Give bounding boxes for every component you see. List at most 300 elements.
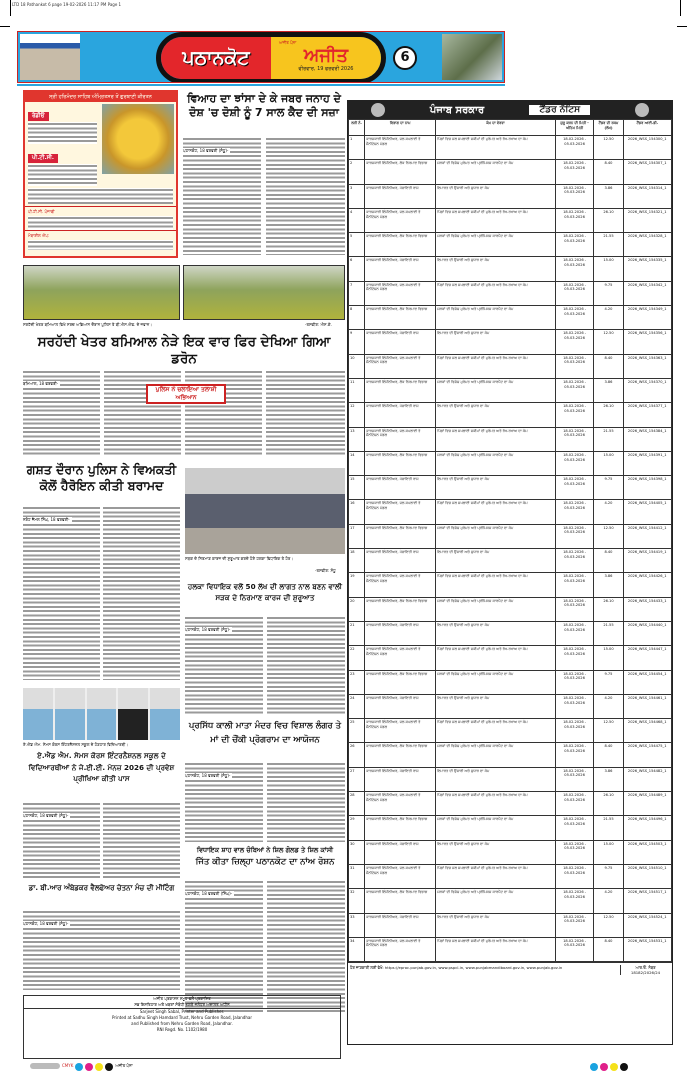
- table-cell: ਸੜਕਾਂ ਦੀ ਵਿਸ਼ੇਸ਼ ਮੁਰੰਮਤ ਅਤੇ ਪ੍ਰੀਮਿਕਸ ਕਾਰਪੈਟ ਦਾ ਕੰਮ: [436, 670, 556, 694]
- column-header: ਕੰਮ ਦਾ ਵੇਰਵਾ: [436, 120, 556, 136]
- table-cell: 2026_WSS_154349_1: [623, 306, 671, 330]
- kicker: ਵਿਧਾਇਕ ਸ਼ਾਹ ਵਾਲ ਚੰਬਿਆਂ ਨੇ ਸ਼ਿਲ ਗੋਲਡ ਤੇ ਸ਼ਿਲ ਕਾਂਸੀ: [196, 846, 334, 854]
- headline-ambedkar: ਡਾ. ਬੀ.ਆਰ ਅੰਬੇਡਕਰ ਵੈਲਫੇਅਰ ਚੇਤਨਾ ਮੰਚ ਦੀ ਮੀਟਿੰਗ: [28, 884, 175, 892]
- table-cell: ਪਿੰਡਾਂ ਵਿਚ ਜਲ ਸਪਲਾਈ ਸਕੀਮਾਂ ਦੀ ਮੁਰੰਮਤ ਅਤੇ ਰੱਖ-ਰਖਾਅ ਦਾ ਕੰਮ: [436, 937, 556, 961]
- table-cell: ਇਮਾਰਤ ਦੀ ਉਸਾਰੀ ਅਤੇ ਸੁਧਾਰ ਦਾ ਕੰਮ: [436, 184, 556, 208]
- ad-tag-radio: ਰੇਡੀਓ: [28, 112, 49, 121]
- table-cell: ਪਿੰਡਾਂ ਵਿਚ ਜਲ ਸਪਲਾਈ ਸਕੀਮਾਂ ਦੀ ਮੁਰੰਮਤ ਅਤੇ ਰੱਖ-ਰਖਾਅ ਦਾ ਕੰਮ: [436, 864, 556, 888]
- table-row: [349, 257, 672, 281]
- table-cell: ਕਾਰਜਕਾਰੀ ਇੰਜੀਨੀਅਰ, ਜਲ ਸਪਲਾਈ ਤੇ ਸੈਨੀਟੇਸ਼ਨ ਮੰਡਲ: [365, 864, 436, 888]
- table-cell: ਪਿੰਡਾਂ ਵਿਚ ਜਲ ਸਪਲਾਈ ਸਕੀਮਾਂ ਦੀ ਮੁਰੰਮਤ ਅਤੇ ਰੱਖ-ਰਖਾਅ ਦਾ ਕੰਮ: [436, 427, 556, 451]
- table-cell: ਕਾਰਜਕਾਰੀ ਇੰਜੀਨੀਅਰ, ਪੰਚਾਇਤੀ ਰਾਜ: [365, 840, 436, 864]
- table-cell: ਕਾਰਜਕਾਰੀ ਇੰਜੀਨੀਅਰ, ਜਲ ਸਪਲਾਈ ਤੇ ਸੈਨੀਟੇਸ਼ਨ ਮੰਡਲ: [365, 427, 436, 451]
- issue-date: ਵੀਰਵਾਰ, 19 ਫਰਵਰੀ 2026: [298, 66, 354, 72]
- headline-jee: ਏ.ਐਂਡ ਐਮ. ਸੇਮਸ ਕੋਰਸ ਇੰਟਰਨੈਸ਼ਨਲ ਸਕੂਲ ਦੇ ਵਿਦਿਆਰਥੀਆਂ ਨੇ ਜੇ.ਈ.ਈ. ਮੇਨਜ਼ 2026 ਦੀ ਪ੍ਰਵੇਸ਼ ਪ੍ਰੀਖਿਆ ਕੀਤੀ ਪਾਸ: [28, 751, 175, 784]
- table-cell: 18.02.2026 - 05.03.2026: [555, 451, 594, 475]
- table-cell: 28: [349, 792, 365, 816]
- table-row: [349, 767, 672, 791]
- drone-search-photo-2: [183, 265, 345, 320]
- table-cell: 9.75: [594, 864, 623, 888]
- table-cell: ਇਮਾਰਤ ਦੀ ਉਸਾਰੀ ਅਤੇ ਸੁਧਾਰ ਦਾ ਕੰਮ: [436, 257, 556, 281]
- dateline: ਪਠਾਨਕੋਟ, 18 ਫਰਵਰੀ (ਸੰਧੂ)-: [185, 773, 231, 778]
- color-registration-bar: [30, 1063, 133, 1071]
- table-row: [349, 816, 672, 840]
- table-cell: ਪਿੰਡਾਂ ਵਿਚ ਜਲ ਸਪਲਾਈ ਸਕੀਮਾਂ ਦੀ ਮੁਰੰਮਤ ਅਤੇ ਰੱਖ-ਰਖਾਅ ਦਾ ਕੰਮ: [436, 573, 556, 597]
- divider: [17, 84, 505, 86]
- table-cell: 3.86: [594, 767, 623, 791]
- table-cell: 6: [349, 257, 365, 281]
- ad-note: ਪੀ.ਟੀ.ਸੀ. ਪੰਜਾਬੀ: [25, 206, 176, 216]
- table-cell: 26.10: [594, 792, 623, 816]
- table-cell: ਪਿੰਡਾਂ ਵਿਚ ਜਲ ਸਪਲਾਈ ਸਕੀਮਾਂ ਦੀ ਮੁਰੰਮਤ ਅਤੇ ਰੱਖ-ਰਖਾਅ ਦਾ ਕੰਮ: [436, 281, 556, 305]
- city-name: ਪਠਾਨਕੋਟ: [161, 37, 271, 79]
- table-cell: 22: [349, 646, 365, 670]
- table-cell: 12.50: [594, 330, 623, 354]
- table-cell: ਸੜਕਾਂ ਦੀ ਵਿਸ਼ੇਸ਼ ਮੁਰੰਮਤ ਅਤੇ ਪ੍ਰੀਮਿਕਸ ਕਾਰਪੈਟ ਦਾ ਕੰਮ: [436, 743, 556, 767]
- table-cell: 15.00: [594, 451, 623, 475]
- table-cell: 8.40: [594, 160, 623, 184]
- table-cell: ਇਮਾਰਤ ਦੀ ਉਸਾਰੀ ਅਤੇ ਸੁਧਾਰ ਦਾ ਕੰਮ: [436, 621, 556, 645]
- table-cell: 18.02.2026 - 05.03.2026: [555, 573, 594, 597]
- department-seal-icon: [635, 103, 649, 117]
- table-cell: ਪਿੰਡਾਂ ਵਿਚ ਜਲ ਸਪਲਾਈ ਸਕੀਮਾਂ ਦੀ ਮੁਰੰਮਤ ਅਤੇ ਰੱਖ-ਰਖਾਅ ਦਾ ਕੰਮ: [436, 136, 556, 160]
- table-cell: 18.02.2026 - 05.03.2026: [555, 913, 594, 937]
- table-cell: 2026_WSS_154328_1: [623, 233, 671, 257]
- table-row: [349, 354, 672, 378]
- table-cell: ਸੜਕਾਂ ਦੀ ਵਿਸ਼ੇਸ਼ ਮੁਰੰਮਤ ਅਤੇ ਪ੍ਰੀਮਿਕਸ ਕਾਰਪੈਟ ਦਾ ਕੰਮ: [436, 378, 556, 402]
- table-cell: ਇਮਾਰਤ ਦੀ ਉਸਾਰੀ ਅਤੇ ਸੁਧਾਰ ਦਾ ਕੰਮ: [436, 913, 556, 937]
- imprint-line: ਸਭ ਇਸ਼ਤਿਹਾਰ ਅਤੇ ਖ਼ਬਰਾਂ ਸੰਬੰਧੀ ਝਗੜੇ ਜਲੰਧਰ ਅਦਾਲਤ ਅਧੀਨ: [134, 1002, 230, 1007]
- table-cell: 18.02.2026 - 05.03.2026: [555, 233, 594, 257]
- table-cell: 16: [349, 500, 365, 524]
- table-cell: ਇਮਾਰਤ ਦੀ ਉਸਾਰੀ ਅਤੇ ਸੁਧਾਰ ਦਾ ਕੰਮ: [436, 694, 556, 718]
- table-row: [349, 427, 672, 451]
- column-header: ਟੈਂਡਰ ਆਈ.ਡੀ.: [623, 120, 671, 136]
- table-cell: 2026_WSS_154489_1: [623, 792, 671, 816]
- table-cell: 9.75: [594, 281, 623, 305]
- table-cell: ਇਮਾਰਤ ਦੀ ਉਸਾਰੀ ਅਤੇ ਸੁਧਾਰ ਦਾ ਕੰਮ: [436, 767, 556, 791]
- table-cell: 1: [349, 136, 365, 160]
- table-cell: 18.02.2026 - 05.03.2026: [555, 864, 594, 888]
- table-cell: 2026_WSS_154363_1: [623, 354, 671, 378]
- table-cell: ਕਾਰਜਕਾਰੀ ਇੰਜੀਨੀਅਰ, ਜਲ ਸਪਲਾਈ ਤੇ ਸੈਨੀਟੇਸ਼ਨ ਮੰਡਲ: [365, 500, 436, 524]
- table-cell: ਪਿੰਡਾਂ ਵਿਚ ਜਲ ਸਪਲਾਈ ਸਕੀਮਾਂ ਦੀ ਮੁਰੰਮਤ ਅਤੇ ਰੱਖ-ਰਖਾਅ ਦਾ ਕੰਮ: [436, 646, 556, 670]
- table-cell: 4.20: [594, 889, 623, 913]
- table-row: [349, 573, 672, 597]
- table-cell: 15.00: [594, 257, 623, 281]
- table-cell: 2026_WSS_154314_1: [623, 184, 671, 208]
- table-cell: 20: [349, 597, 365, 621]
- table-cell: ਕਾਰਜਕਾਰੀ ਇੰਜੀਨੀਅਰ, ਜਲ ਸਪਲਾਈ ਤੇ ਸੈਨੀਟੇਸ਼ਨ ਮੰਡਲ: [365, 136, 436, 160]
- table-cell: ਸੜਕਾਂ ਦੀ ਵਿਸ਼ੇਸ਼ ਮੁਰੰਮਤ ਅਤੇ ਪ੍ਰੀਮਿਕਸ ਕਾਰਪੈਟ ਦਾ ਕੰਮ: [436, 451, 556, 475]
- table-cell: 2026_WSS_154454_1: [623, 670, 671, 694]
- table-row: [349, 840, 672, 864]
- table-cell: 18.02.2026 - 05.03.2026: [555, 792, 594, 816]
- dateline: ਪਠਾਨਕੋਟ, 18 ਫਰਵਰੀ (ਸੰਧੂ)-: [185, 627, 231, 632]
- table-cell: 2026_WSS_154405_1: [623, 500, 671, 524]
- table-cell: ਇਮਾਰਤ ਦੀ ਉਸਾਰੀ ਅਤੇ ਸੁਧਾਰ ਦਾ ਕੰਮ: [436, 476, 556, 500]
- table-cell: 12.50: [594, 524, 623, 548]
- tender-table: [348, 119, 672, 962]
- table-cell: 4: [349, 208, 365, 232]
- tender-notice: [347, 100, 673, 1045]
- table-cell: 9: [349, 330, 365, 354]
- table-cell: 3.86: [594, 573, 623, 597]
- table-cell: 2026_WSS_154475_1: [623, 743, 671, 767]
- table-row: [349, 549, 672, 573]
- table-cell: 3: [349, 184, 365, 208]
- photo-credit: -ਤਸਵੀਰ: ਐਸ.ਕੇ.: [305, 322, 332, 327]
- table-cell: ਇਮਾਰਤ ਦੀ ਉਸਾਰੀ ਅਤੇ ਸੁਧਾਰ ਦਾ ਕੰਮ: [436, 840, 556, 864]
- table-cell: 18.02.2026 - 05.03.2026: [555, 306, 594, 330]
- photo-caption: ਏ.ਐਂਡ ਐਮ. ਸੇਮਸ ਕੋਰਸ ਇੰਟਰਨੈਸ਼ਨਲ ਸਕੂਲ ਦੇ ਹੋਣਹਾਰ ਵਿਦਿਆਰਥੀ।: [23, 742, 129, 747]
- column-header: ਟੈਂਡਰ ਦੀ ਰਕਮ (ਲੱਖ): [594, 120, 623, 136]
- table-cell: ਸੜਕਾਂ ਦੀ ਵਿਸ਼ੇਸ਼ ਮੁਰੰਮਤ ਅਤੇ ਪ੍ਰੀਮਿਕਸ ਕਾਰਪੈਟ ਦਾ ਕੰਮ: [436, 233, 556, 257]
- table-cell: 12.50: [594, 719, 623, 743]
- table-cell: 7: [349, 281, 365, 305]
- table-cell: 4.20: [594, 306, 623, 330]
- imprint-line: Printed at Sadhu Singh Hamdard Trust, Nehru Garden Road, Jalandhar: [112, 1015, 252, 1020]
- table-cell: ਕਾਰਜਕਾਰੀ ਇੰਜੀਨੀਅਰ, ਪੰਚਾਇਤੀ ਰਾਜ: [365, 549, 436, 573]
- table-row: [349, 136, 672, 160]
- table-cell: 9.75: [594, 670, 623, 694]
- table-row: [349, 184, 672, 208]
- table-cell: 18.02.2026 - 05.03.2026: [555, 136, 594, 160]
- table-cell: ਪਿੰਡਾਂ ਵਿਚ ਜਲ ਸਪਲਾਈ ਸਕੀਮਾਂ ਦੀ ਮੁਰੰਮਤ ਅਤੇ ਰੱਖ-ਰਖਾਅ ਦਾ ਕੰਮ: [436, 500, 556, 524]
- table-cell: 4.20: [594, 500, 623, 524]
- table-cell: 18.02.2026 - 05.03.2026: [555, 184, 594, 208]
- table-row: [349, 160, 672, 184]
- table-cell: ਸੜਕਾਂ ਦੀ ਵਿਸ਼ੇਸ਼ ਮੁਰੰਮਤ ਅਤੇ ਪ੍ਰੀਮਿਕਸ ਕਾਰਪੈਟ ਦਾ ਕੰਮ: [436, 816, 556, 840]
- railway-station-photo: [20, 34, 80, 80]
- table-row: [349, 281, 672, 305]
- table-cell: 18.02.2026 - 05.03.2026: [555, 646, 594, 670]
- table-cell: 2026_WSS_154321_1: [623, 208, 671, 232]
- dateline: ਪਠਾਨਕੋਟ, 18 ਫਰਵਰੀ (ਸੰਧੂ)-: [23, 813, 69, 818]
- table-cell: 2026_WSS_154412_1: [623, 524, 671, 548]
- table-cell: ਕਾਰਜਕਾਰੀ ਇੰਜੀਨੀਅਰ, ਲੋਕ ਨਿਰਮਾਣ ਵਿਭਾਗ: [365, 597, 436, 621]
- table-row: [349, 476, 672, 500]
- table-cell: ਕਾਰਜਕਾਰੀ ਇੰਜੀਨੀਅਰ, ਜਲ ਸਪਲਾਈ ਤੇ ਸੈਨੀਟੇਸ਼ਨ ਮੰਡਲ: [365, 573, 436, 597]
- table-cell: 18.02.2026 - 05.03.2026: [555, 524, 594, 548]
- table-row: [349, 719, 672, 743]
- table-cell: 2026_WSS_154524_1: [623, 913, 671, 937]
- table-cell: ਕਾਰਜਕਾਰੀ ਇੰਜੀਨੀਅਰ, ਜਲ ਸਪਲਾਈ ਤੇ ਸੈਨੀਟੇਸ਼ਨ ਮੰਡਲ: [365, 646, 436, 670]
- table-cell: ਸੜਕਾਂ ਦੀ ਵਿਸ਼ੇਸ਼ ਮੁਰੰਮਤ ਅਤੇ ਪ੍ਰੀਮਿਕਸ ਕਾਰਪੈਟ ਦਾ ਕੰਮ: [436, 597, 556, 621]
- table-cell: 27: [349, 767, 365, 791]
- table-cell: 2026_WSS_154468_1: [623, 719, 671, 743]
- table-cell: 8: [349, 306, 365, 330]
- table-cell: ਕਾਰਜਕਾਰੀ ਇੰਜੀਨੀਅਰ, ਲੋਕ ਨਿਰਮਾਣ ਵਿਭਾਗ: [365, 524, 436, 548]
- table-cell: 2026_WSS_154377_1: [623, 403, 671, 427]
- imprint-line: and Published from Nehru Garden Road, Jalandhar.: [131, 1021, 233, 1026]
- table-cell: ਕਾਰਜਕਾਰੀ ਇੰਜੀਨੀਅਰ, ਪੰਚਾਇਤੀ ਰਾਜ: [365, 476, 436, 500]
- table-cell: ਇਮਾਰਤ ਦੀ ਉਸਾਰੀ ਅਤੇ ਸੁਧਾਰ ਦਾ ਕੰਮ: [436, 330, 556, 354]
- table-cell: 13: [349, 427, 365, 451]
- table-cell: 19: [349, 573, 365, 597]
- table-cell: 2026_WSS_154307_1: [623, 160, 671, 184]
- table-cell: 18.02.2026 - 05.03.2026: [555, 257, 594, 281]
- table-row: [349, 646, 672, 670]
- column-header: ਵਿਭਾਗ ਦਾ ਨਾਮ: [365, 120, 436, 136]
- table-cell: 18.02.2026 - 05.03.2026: [555, 354, 594, 378]
- table-row: [349, 743, 672, 767]
- table-cell: ਕਾਰਜਕਾਰੀ ਇੰਜੀਨੀਅਰ, ਜਲ ਸਪਲਾਈ ਤੇ ਸੈਨੀਟੇਸ਼ਨ ਮੰਡਲ: [365, 354, 436, 378]
- table-row: [349, 937, 672, 961]
- table-cell: ਕਾਰਜਕਾਰੀ ਇੰਜੀਨੀਅਰ, ਜਲ ਸਪਲਾਈ ਤੇ ਸੈਨੀਟੇਸ਼ਨ ਮੰਡਲ: [365, 281, 436, 305]
- table-cell: ਕਾਰਜਕਾਰੀ ਇੰਜੀਨੀਅਰ, ਜਲ ਸਪਲਾਈ ਤੇ ਸੈਨੀਟੇਸ਼ਨ ਮੰਡਲ: [365, 719, 436, 743]
- table-cell: 33: [349, 913, 365, 937]
- table-cell: 4.20: [594, 694, 623, 718]
- table-cell: 9.75: [594, 476, 623, 500]
- table-cell: 2026_WSS_154398_1: [623, 476, 671, 500]
- table-cell: 18.02.2026 - 05.03.2026: [555, 330, 594, 354]
- table-cell: 2026_WSS_154531_1: [623, 937, 671, 961]
- table-cell: 2026_WSS_154440_1: [623, 621, 671, 645]
- table-cell: 18.02.2026 - 05.03.2026: [555, 694, 594, 718]
- table-cell: 26.10: [594, 208, 623, 232]
- table-cell: ਕਾਰਜਕਾਰੀ ਇੰਜੀਨੀਅਰ, ਜਲ ਸਪਲਾਈ ਤੇ ਸੈਨੀਟੇਸ਼ਨ ਮੰਡਲ: [365, 937, 436, 961]
- imprint-box: [23, 995, 341, 1059]
- table-row: [349, 913, 672, 937]
- table-cell: 18.02.2026 - 05.03.2026: [555, 160, 594, 184]
- table-cell: ਸੜਕਾਂ ਦੀ ਵਿਸ਼ੇਸ਼ ਮੁਰੰਮਤ ਅਤੇ ਪ੍ਰੀਮਿਕਸ ਕਾਰਪੈਟ ਦਾ ਕੰਮ: [436, 306, 556, 330]
- table-cell: 12: [349, 403, 365, 427]
- table-cell: 5: [349, 233, 365, 257]
- imprint-line: Sarjeet Singh Sabal, Printer and Publisher.: [24, 1008, 340, 1015]
- table-row: [349, 694, 672, 718]
- table-cell: 8.40: [594, 743, 623, 767]
- table-cell: 18.02.2026 - 05.03.2026: [555, 743, 594, 767]
- table-cell: ਪਿੰਡਾਂ ਵਿਚ ਜਲ ਸਪਲਾਈ ਸਕੀਮਾਂ ਦੀ ਮੁਰੰਮਤ ਅਤੇ ਰੱਖ-ਰਖਾਅ ਦਾ ਕੰਮ: [436, 792, 556, 816]
- table-cell: ਇਮਾਰਤ ਦੀ ਉਸਾਰੀ ਅਤੇ ਸੁਧਾਰ ਦਾ ਕੰਮ: [436, 403, 556, 427]
- imprint-line: ਅਜੀਤ ਪ੍ਰਕਾਸ਼ਨ ਸਮੂਹ ਵਲੋਂ ਪ੍ਰਕਾਸ਼ਿਤ: [153, 996, 211, 1001]
- table-cell: 3.86: [594, 184, 623, 208]
- tender-title: ਟੈਂਡਰ ਨੋਟਿਸ: [529, 105, 590, 115]
- table-row: [349, 378, 672, 402]
- table-cell: 21.55: [594, 621, 623, 645]
- students-photo: [23, 688, 180, 740]
- table-row: [349, 208, 672, 232]
- table-cell: 18.02.2026 - 05.03.2026: [555, 937, 594, 961]
- table-cell: 18.02.2026 - 05.03.2026: [555, 719, 594, 743]
- table-row: [349, 330, 672, 354]
- table-cell: 18.02.2026 - 05.03.2026: [555, 500, 594, 524]
- table-cell: 30: [349, 840, 365, 864]
- page-label: ਅਜੀਤ ਪੰਨਾ: [115, 1063, 133, 1068]
- table-cell: 32: [349, 889, 365, 913]
- dateline: ਨਰੋਟ ਜੈਮਲ ਸਿੰਘ, 18 ਫਰਵਰੀ-: [23, 517, 70, 522]
- table-cell: 2026_WSS_154447_1: [623, 646, 671, 670]
- table-cell: 14: [349, 451, 365, 475]
- table-cell: 31: [349, 864, 365, 888]
- table-cell: 21.55: [594, 427, 623, 451]
- table-cell: 24: [349, 694, 365, 718]
- table-cell: 2026_WSS_154482_1: [623, 767, 671, 791]
- table-cell: 2: [349, 160, 365, 184]
- table-row: [349, 889, 672, 913]
- table-cell: ਕਾਰਜਕਾਰੀ ਇੰਜੀਨੀਅਰ, ਪੰਚਾਇਤੀ ਰਾਜ: [365, 330, 436, 354]
- ad-tag-ptc: ਪੀ.ਟੀ.ਸੀ.: [28, 154, 58, 163]
- road-inauguration-photo: [185, 468, 345, 554]
- table-row: [349, 403, 672, 427]
- dateline: ਬਮਿਆਲ, 18 ਫਰਵਰੀ-: [23, 381, 59, 386]
- table-cell: 8.40: [594, 549, 623, 573]
- table-cell: 10: [349, 354, 365, 378]
- golden-temple-photo: [102, 104, 174, 174]
- table-cell: 18.02.2026 - 05.03.2026: [555, 840, 594, 864]
- table-cell: ਪਿੰਡਾਂ ਵਿਚ ਜਲ ਸਪਲਾਈ ਸਕੀਮਾਂ ਦੀ ਮੁਰੰਮਤ ਅਤੇ ਰੱਖ-ਰਖਾਅ ਦਾ ਕੰਮ: [436, 719, 556, 743]
- table-cell: ਸੜਕਾਂ ਦੀ ਵਿਸ਼ੇਸ਼ ਮੁਰੰਮਤ ਅਤੇ ਪ੍ਰੀਮਿਕਸ ਕਾਰਪੈਟ ਦਾ ਕੰਮ: [436, 524, 556, 548]
- table-cell: 26.10: [594, 597, 623, 621]
- table-cell: ਕਾਰਜਕਾਰੀ ਇੰਜੀਨੀਅਰ, ਲੋਕ ਨਿਰਮਾਣ ਵਿਭਾਗ: [365, 743, 436, 767]
- table-cell: 12.50: [594, 136, 623, 160]
- table-cell: 2026_WSS_154503_1: [623, 840, 671, 864]
- table-row: [349, 792, 672, 816]
- table-cell: ਕਾਰਜਕਾਰੀ ਇੰਜੀਨੀਅਰ, ਜਲ ਸਪਲਾਈ ਤੇ ਸੈਨੀਟੇਸ਼ਨ ਮੰਡਲ: [365, 208, 436, 232]
- table-cell: 18.02.2026 - 05.03.2026: [555, 889, 594, 913]
- table-cell: 18.02.2026 - 05.03.2026: [555, 476, 594, 500]
- table-cell: 2026_WSS_154419_1: [623, 549, 671, 573]
- table-cell: 21.55: [594, 816, 623, 840]
- table-cell: 15: [349, 476, 365, 500]
- table-cell: ਕਾਰਜਕਾਰੀ ਇੰਜੀਨੀਅਰ, ਜਲ ਸਪਲਾਈ ਤੇ ਸੈਨੀਟੇਸ਼ਨ ਮੰਡਲ: [365, 792, 436, 816]
- print-slug: LTD 18 Pathankot 6 page 19-02-2026 11:17 PM Page 1: [12, 2, 122, 7]
- table-cell: 29: [349, 816, 365, 840]
- masthead-small: ਅਜੀਤ ਪੰਨਾ: [279, 40, 297, 45]
- dateline: ਪਠਾਨਕੋਟ, 18 ਫਰਵਰੀ (ਸੰਧੂ)-: [183, 148, 229, 153]
- table-cell: 2026_WSS_154342_1: [623, 281, 671, 305]
- table-cell: 34: [349, 937, 365, 961]
- kirtan-ad: [23, 90, 178, 258]
- headline-langar: ਪ੍ਰਸਿੱਧ ਕਾਲੀ ਮਾਤਾ ਮੰਦਰ ਵਿਚ ਵਿਸ਼ਾਲ ਲੰਗਰ ਤੇ ਮਾਂ ਦੀ ਚੌਂਕੀ ਪ੍ਰੋਗਰਾਮ ਦਾ ਆਯੋਜਨ: [188, 721, 342, 745]
- table-cell: ਕਾਰਜਕਾਰੀ ਇੰਜੀਨੀਅਰ, ਲੋਕ ਨਿਰਮਾਣ ਵਿਭਾਗ: [365, 889, 436, 913]
- table-cell: ਕਾਰਜਕਾਰੀ ਇੰਜੀਨੀਅਰ, ਲੋਕ ਨਿਰਮਾਣ ਵਿਭਾਗ: [365, 451, 436, 475]
- headline-heroin: ਗਸ਼ਤ ਦੌਰਾਨ ਪੁਲਿਸ ਨੇ ਵਿਅਕਤੀ ਕੋਲੋਂ ਹੈਰੋਇਨ ਕੀਤੀ ਬਰਾਮਦ: [26, 462, 177, 493]
- headline-medal: ਜਿੱਤ ਕੀਤਾ ਜ਼ਿਲ੍ਹਾ ਪਠਾਨਕੋਟ ਦਾ ਨਾਂਅ ਰੋਸ਼ਨ: [195, 857, 335, 867]
- table-cell: 18.02.2026 - 05.03.2026: [555, 670, 594, 694]
- table-cell: ਕਾਰਜਕਾਰੀ ਇੰਜੀਨੀਅਰ, ਲੋਕ ਨਿਰਮਾਣ ਵਿਭਾਗ: [365, 160, 436, 184]
- table-cell: 2026_WSS_154510_1: [623, 864, 671, 888]
- table-cell: 18.02.2026 - 05.03.2026: [555, 403, 594, 427]
- table-cell: 8.40: [594, 354, 623, 378]
- table-cell: ਕਾਰਜਕਾਰੀ ਇੰਜੀਨੀਅਰ, ਲੋਕ ਨਿਰਮਾਣ ਵਿਭਾਗ: [365, 670, 436, 694]
- table-cell: ਪਿੰਡਾਂ ਵਿਚ ਜਲ ਸਪਲਾਈ ਸਕੀਮਾਂ ਦੀ ਮੁਰੰਮਤ ਅਤੇ ਰੱਖ-ਰਖਾਅ ਦਾ ਕੰਮ: [436, 354, 556, 378]
- table-cell: 25: [349, 719, 365, 743]
- ad-title: ਸ੍ਰੀ ਹਰਿਮੰਦਰ ਸਾਹਿਬ ਅੰਮ੍ਰਿਤਸਰ ਤੋਂ ਗੁਰਬਾਣੀ ਕੀਰਤਨ: [25, 92, 176, 102]
- table-cell: 2026_WSS_154300_1: [623, 136, 671, 160]
- column-header: ਲੜੀ ਨੰ.: [349, 120, 365, 136]
- table-cell: ਕਾਰਜਕਾਰੀ ਇੰਜੀਨੀਅਰ, ਪੰਚਾਇਤੀ ਰਾਜ: [365, 694, 436, 718]
- table-cell: ਕਾਰਜਕਾਰੀ ਇੰਜੀਨੀਅਰ, ਪੰਚਾਇਤੀ ਰਾਜ: [365, 767, 436, 791]
- table-cell: 2026_WSS_154384_1: [623, 427, 671, 451]
- table-cell: ਕਾਰਜਕਾਰੀ ਇੰਜੀਨੀਅਰ, ਲੋਕ ਨਿਰਮਾਣ ਵਿਭਾਗ: [365, 306, 436, 330]
- tender-footer: ਹੋਰ ਜਾਣਕਾਰੀ ਲਈ ਵੇਖੋ: https://eproc.punjab.gov.in, www.pspcl.in, www.punjabmandiboard.gov.in, www.punjab.gov.in: [350, 965, 563, 971]
- photo-credit: -ਤਸਵੀਰ: ਸੰਧੂ: [315, 568, 336, 573]
- table-cell: 21.55: [594, 233, 623, 257]
- table-cell: 18.02.2026 - 05.03.2026: [555, 427, 594, 451]
- headline-drone: ਸਰਹੱਦੀ ਖੇਤਰ ਬਮਿਆਲ ਨੇੜੇ ਇਕ ਵਾਰ ਫਿਰ ਦੇਖਿਆ ਗਿਆ ਡਰੋਨ: [37, 334, 331, 367]
- table-cell: 2026_WSS_154461_1: [623, 694, 671, 718]
- table-row: [349, 621, 672, 645]
- table-cell: 18: [349, 549, 365, 573]
- table-cell: 2026_WSS_154426_1: [623, 573, 671, 597]
- table-cell: ਕਾਰਜਕਾਰੀ ਇੰਜੀਨੀਅਰ, ਪੰਚਾਇਤੀ ਰਾਜ: [365, 403, 436, 427]
- table-cell: 15.00: [594, 840, 623, 864]
- table-cell: ਸੜਕਾਂ ਦੀ ਵਿਸ਼ੇਸ਼ ਮੁਰੰਮਤ ਅਤੇ ਪ੍ਰੀਮਿਕਸ ਕਾਰਪੈਟ ਦਾ ਕੰਮ: [436, 889, 556, 913]
- table-cell: ਕਾਰਜਕਾਰੀ ਇੰਜੀਨੀਅਰ, ਪੰਚਾਇਤੀ ਰਾਜ: [365, 621, 436, 645]
- drone-search-photo-1: [23, 265, 180, 320]
- table-cell: 21: [349, 621, 365, 645]
- table-cell: 18.02.2026 - 05.03.2026: [555, 597, 594, 621]
- table-row: [349, 451, 672, 475]
- table-cell: ਕਾਰਜਕਾਰੀ ਇੰਜੀਨੀਅਰ, ਲੋਕ ਨਿਰਮਾਣ ਵਿਭਾਗ: [365, 378, 436, 402]
- masthead: [17, 31, 505, 83]
- table-cell: ਇਮਾਰਤ ਦੀ ਉਸਾਰੀ ਅਤੇ ਸੁਧਾਰ ਦਾ ਕੰਮ: [436, 549, 556, 573]
- ro-number: ਆਰ.ਓ. ਨੰਬਰ 18182/2026/24: [620, 965, 670, 975]
- table-cell: 2026_WSS_154370_1: [623, 378, 671, 402]
- headline-rape-case: ਵਿਆਹ ਦਾ ਝਾਂਸਾ ਦੇ ਕੇ ਜਬਰ ਜਨਾਹ ਦੇ ਦੋਸ਼ 'ਚ ਦੋਸ਼ੀ ਨੂੰ 7 ਸਾਲ ਕੈਦ ਦੀ ਸਜ਼ਾ: [187, 92, 341, 119]
- punjab-emblem-icon: [371, 103, 385, 117]
- table-row: [349, 524, 672, 548]
- table-row: [349, 500, 672, 524]
- ad-note-app: ਮੋਬਾਈਲ ਐਪ:: [25, 230, 176, 240]
- dateline: ਪਠਾਨਕੋਟ, 18 ਫਰਵਰੀ (ਸੰਧੂ)-: [23, 921, 69, 926]
- table-cell: 26.10: [594, 403, 623, 427]
- photo-caption: ਸੜਕ ਦੇ ਨਿਰਮਾਣ ਕਾਰਜ ਦੀ ਸ਼ੁਰੂਆਤ ਕਰਦੇ ਹੋਏ ਹਲਕਾ ਵਿਧਾਇਕ ਤੇ ਹੋਰ।: [185, 556, 294, 561]
- column-header: ਸ਼ੁਰੂ ਕਰਨ ਦੀ ਮਿਤੀ - ਅੰਤਿਮ ਮਿਤੀ: [555, 120, 594, 136]
- table-row: [349, 306, 672, 330]
- paper-name: ਅਜੀਤ: [303, 45, 349, 66]
- tender-org: ਪੰਜਾਬ ਸਰਕਾਰ: [429, 104, 485, 116]
- photo-caption: ਸਰਹੱਦੀ ਖੇਤਰ ਬਮਿਆਲ ਵਿਖੇ ਸਰਚ ਅਭਿਆਨ ਦੌਰਾਨ ਪੁਲਿਸ ਤੇ ਬੀ.ਐਸ.ਐਫ. ਦੇ ਜਵਾਨ।: [23, 322, 153, 327]
- table-cell: ਕਾਰਜਕਾਰੀ ਇੰਜੀਨੀਅਰ, ਪੰਚਾਇਤੀ ਰਾਜ: [365, 257, 436, 281]
- imprint-line: RNI Regd. No. 1102/1980: [156, 1027, 208, 1032]
- table-cell: 23: [349, 670, 365, 694]
- table-cell: 2026_WSS_154335_1: [623, 257, 671, 281]
- table-cell: ਕਾਰਜਕਾਰੀ ਇੰਜੀਨੀਅਰ, ਪੰਚਾਇਤੀ ਰਾਜ: [365, 184, 436, 208]
- table-cell: 18.02.2026 - 05.03.2026: [555, 208, 594, 232]
- table-row: [349, 233, 672, 257]
- table-cell: 2026_WSS_154496_1: [623, 816, 671, 840]
- table-cell: 2026_WSS_154433_1: [623, 597, 671, 621]
- table-cell: 18.02.2026 - 05.03.2026: [555, 378, 594, 402]
- table-cell: 26: [349, 743, 365, 767]
- table-cell: 2026_WSS_154356_1: [623, 330, 671, 354]
- table-cell: 3.86: [594, 378, 623, 402]
- table-cell: 18.02.2026 - 05.03.2026: [555, 281, 594, 305]
- table-row: [349, 597, 672, 621]
- table-cell: 18.02.2026 - 05.03.2026: [555, 621, 594, 645]
- table-cell: 8.40: [594, 937, 623, 961]
- dam-photo: [442, 34, 502, 80]
- cmyk-label: CMYK: [62, 1063, 74, 1068]
- table-cell: 11: [349, 378, 365, 402]
- color-dots: [590, 1063, 628, 1071]
- table-row: [349, 864, 672, 888]
- table-cell: 2026_WSS_154517_1: [623, 889, 671, 913]
- dateline: ਪਠਾਨਕੋਟ, 18 ਫਰਵਰੀ (ਸਿੰਘ)-: [185, 891, 233, 896]
- table-cell: ਸੜਕਾਂ ਦੀ ਵਿਸ਼ੇਸ਼ ਮੁਰੰਮਤ ਅਤੇ ਪ੍ਰੀਮਿਕਸ ਕਾਰਪੈਟ ਦਾ ਕੰਮ: [436, 160, 556, 184]
- table-cell: ਪਿੰਡਾਂ ਵਿਚ ਜਲ ਸਪਲਾਈ ਸਕੀਮਾਂ ਦੀ ਮੁਰੰਮਤ ਅਤੇ ਰੱਖ-ਰਖਾਅ ਦਾ ਕੰਮ: [436, 208, 556, 232]
- table-cell: ਕਾਰਜਕਾਰੀ ਇੰਜੀਨੀਅਰ, ਪੰਚਾਇਤੀ ਰਾਜ: [365, 913, 436, 937]
- masthead-logo: [156, 32, 386, 83]
- table-row: [349, 670, 672, 694]
- table-cell: 2026_WSS_154391_1: [623, 451, 671, 475]
- table-cell: 18.02.2026 - 05.03.2026: [555, 767, 594, 791]
- table-cell: ਕਾਰਜਕਾਰੀ ਇੰਜੀਨੀਅਰ, ਲੋਕ ਨਿਰਮਾਣ ਵਿਭਾਗ: [365, 816, 436, 840]
- table-cell: 18.02.2026 - 05.03.2026: [555, 816, 594, 840]
